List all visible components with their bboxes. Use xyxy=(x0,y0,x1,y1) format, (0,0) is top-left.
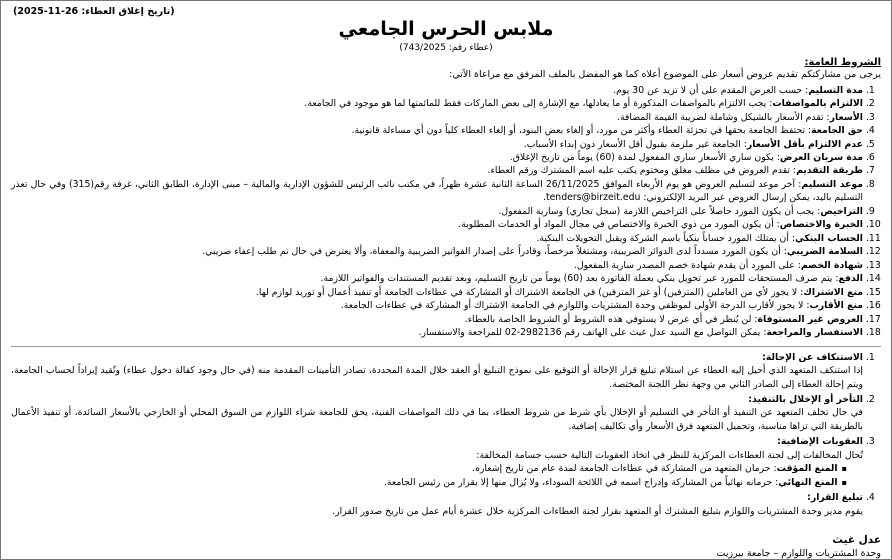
list-item xyxy=(11,138,863,151)
penalty-title: العقوبات الإضافية: xyxy=(777,436,863,448)
condition-text: : على المورد أن يقدم شهادة خصم المصدر سارية المفعول. xyxy=(573,259,801,271)
condition-text: : يمكن التواصل مع السيد عدل غيث على الهاتف رقم 2982136-02 للمراجعة والاستفسار. xyxy=(418,327,767,339)
condition-label: الدفع xyxy=(838,273,863,285)
list-item xyxy=(11,326,863,339)
penalty-body: يقوم مدير وحدة المشتريات واللوازم بتبليغ المشترك أو المتعهد بقرار لجنة العطاءات المركزية خلال عشرة أيام عمل من تاريخ صدور القرار. xyxy=(332,505,863,517)
subitem-text: : حرمان المتعهد من المشاركة في عطاءات الجامعة لمدة عام من تاريخ إشعاره. xyxy=(472,463,777,475)
list-item xyxy=(11,259,863,272)
condition-label: منع الاشتراك xyxy=(803,286,863,298)
list-item xyxy=(11,272,863,285)
list-item xyxy=(11,393,863,433)
condition-text: : يكون ساري الأسعار ساري المفعول لمدة (60) يوماً من تاريخ الإغلاق. xyxy=(509,152,780,163)
list-item xyxy=(11,476,847,489)
penalty-title: تبليغ القرار: xyxy=(807,492,863,504)
condition-label: عدم الالتزام بأقل الأسعار xyxy=(746,138,863,150)
subitem-label: المنع المؤقت xyxy=(776,463,838,475)
condition-label: السلامة الضريبي xyxy=(786,246,863,258)
penalties-list xyxy=(11,351,881,519)
condition-text: : أن يكون المورد من ذوي الخبرة والاختصاص في مجال المواد أو الخدمات المطلوبة. xyxy=(458,219,780,231)
condition-text: : يتم صرف المستحقات للمورد عبر تحويل بنكي بعملة الفاتورة بعد (60) يوماً من تاريخ التسليم، وبعد تقديم المستندات والفواتير اللازمة. xyxy=(320,273,839,285)
condition-label: الاستفسار والمراجعة xyxy=(766,327,863,339)
condition-label: الحساب البنكي xyxy=(795,232,863,244)
condition-label: مدة سريان العرض xyxy=(779,152,863,163)
condition-text: : تقدم الأسعار بالشيكل وشاملة لضريبة القيمة المضافة. xyxy=(616,111,830,123)
condition-text: : لن يُنظر في أي عرض لا يستوفي هذه الشروط أو الشروط الخاصة بالعطاء. xyxy=(464,313,758,325)
signature-unit: وحدة المشتريات واللوازم – جامعة بيرزيت xyxy=(716,548,881,560)
list-item xyxy=(11,124,863,137)
list-item xyxy=(11,111,863,124)
list-item xyxy=(11,84,863,97)
subitem-text: : حرمانه نهائياً من المشاركة وإدراج اسمه في اللائحة السوداء، ولا يُزال منها إلا بقرار من رئيس الجامعة. xyxy=(383,476,779,488)
condition-label: طريقة التقديم xyxy=(796,165,863,177)
condition-text: : لا يجوز لأقارب الدرجة الأولى لموظفي وحدة المشتريات واللوازم في الجامعة الاشتراك أو المشاركة في عطاءات الجامعة. xyxy=(340,300,810,312)
condition-text: : الجامعة غير ملزمة بقبول أقل الأسعار دون إبداء الأسباب. xyxy=(523,138,747,150)
penalty-title: التأخر أو الإخلال بالتنفيذ: xyxy=(748,393,863,405)
condition-label: العروض غير المستوفاة xyxy=(757,313,863,325)
subitem-label: المنع النهائي xyxy=(778,476,838,488)
condition-text: : أن يمتلك المورد حساباً بنكياً باسم الشركة ويقبل التحويلات البنكية. xyxy=(536,232,795,244)
condition-text: : حسب العرض المقدم على أن لا تزيد عن 30 يوم. xyxy=(613,84,809,96)
signature-name: عدل غيث xyxy=(832,534,881,547)
condition-text: : يجب الالتزام بالمواصفات المذكورة أو ما يعادلها، مع الإشارة إلى بعض الماركات فقط للمائمتها لما هو موجود في الجامعة. xyxy=(304,98,773,110)
list-item xyxy=(11,97,863,110)
list-item xyxy=(11,313,863,326)
list-item xyxy=(11,462,847,475)
page-title: ملابس الحرس الجامعي xyxy=(338,18,554,40)
condition-text: : أن يكون المورد مسدداً لدى الدوائر الضريبية، ومشتغلاً مرخصاً، وقادراً على إصدار الفواتير الضريبية والمعفاة، وألا يعترض في حال تم طلب إعفاء ضريبي. xyxy=(202,246,787,258)
penalty-body: تُحال المخالفات إلى لجنة العطاءات المركزية للنظر في اتخاذ العقوبات التالية حسب جسامة المخالفة: xyxy=(476,449,863,461)
condition-label: حق الجامعة xyxy=(811,125,863,137)
penalty-body: إذا استنكف المتعهد الذي أحيل إليه العطاء عن استلام تبليغ قرار الإحالة أو التوقيع على نموذج التبليغ أو العقد خلال المدة المحددة، تصادر التأمينات المقدمة منه (في حال وجود كفالة دخول عطاء) وتُقيد إيراداً لحساب الجامعة، ويتم إحالة العطاء إلى الصادر الثاني من وجهة نظر اللجنة المختصة. xyxy=(11,365,863,390)
conditions-intro: يرجى من مشاركتكم تقديم عروض أسعار على الموضوع أعلاه كما هو المفضل بالملف المرفق مع مراعاة الآتي: xyxy=(449,68,881,80)
condition-text: : لا يجوز لأي من العاملين (المترفين) أو غير المترفين) في الجامعة الاشتراك أو المشاركة في عطاءات الجامعة أو تنفيذ أعمال أو توريد لوازم لها. xyxy=(255,286,804,298)
list-item xyxy=(11,164,863,177)
penalty-subitems xyxy=(11,462,863,489)
section-divider xyxy=(11,346,881,347)
condition-text: : تحتفظ الجامعة بحقها في تجزئة العطاء وأكثر من مورد، أو إلغاء بعض البنود، أو إلغاء العطاء كلياً دون أي مساءلة قانونية. xyxy=(351,125,812,137)
list-item xyxy=(11,178,863,205)
condition-label: الالتزام بالمواصفات xyxy=(772,98,863,110)
list-item xyxy=(11,286,863,299)
penalty-title: الاستنكاف عن الإحالة: xyxy=(762,351,863,363)
condition-label: منع الأقارب xyxy=(809,300,863,312)
list-item xyxy=(11,205,863,218)
condition-text: : آخر موعد لتسليم العروض هو يوم الأربعاء الموافق 26/11/2025 الساعة الثانية عشرة ظهراً، في مكتب نائب الرئيس للشؤون الإدارية والمالية – مبنى الإدارة، الطابق الثاني، غرفة رقم(315) وفي حال تعذر التسليم باليد، يمكن إرسال العروض عبر البريد الإلكتروني: tenders@birzeit.edu. xyxy=(11,178,863,204)
list-item xyxy=(11,299,863,312)
tender-number: (عطاء رقم: 743/2025) xyxy=(399,42,493,53)
penalties-section xyxy=(11,351,881,519)
penalty-body: في حال تخلف المتعهد عن التنفيذ أو التأخر في التسليم أو الإخلال بأي شرط من شروط العطاء، بما في ذلك المواصفات الفنية، يحق للجامعة شراء اللوازم من السوق المحلي أو الخارجي بالأسعار السائدة، أو تنفيذ الأعمال بالطريقة التي تراها مناسبة، وتحميل المتعهد فرق الأسعار وأي تكاليف إضافية. xyxy=(11,407,863,432)
condition-text: : يجب أن يكون المورد حاصلاً على التراخيص اللازمة (سجل تجاري) وسارية المفعول. xyxy=(498,205,821,217)
condition-label: الأسعار xyxy=(829,111,863,123)
condition-text: : تقدم العروض في مظلف مغلق ومختوم يكتب عليه اسم المشترك ورقم العطاء. xyxy=(487,165,797,177)
list-item xyxy=(11,245,863,258)
closing-date-note: (تاريخ إغلاق العطاء: 26-11-2025) xyxy=(13,6,175,17)
conditions-list xyxy=(11,84,881,340)
list-item xyxy=(11,491,863,518)
condition-label: التراخيص xyxy=(820,205,863,217)
list-item xyxy=(11,232,863,245)
condition-label: مدة التسليم xyxy=(808,84,863,96)
list-item xyxy=(11,435,863,489)
condition-label: شهادة الخصم xyxy=(800,259,863,271)
condition-label: الخبرة والاختصاص xyxy=(779,219,863,231)
signature-block xyxy=(11,534,881,559)
list-item xyxy=(11,218,863,231)
list-item xyxy=(11,151,863,164)
list-item xyxy=(11,351,863,391)
condition-label: موعد التسليم xyxy=(801,178,863,190)
title-block xyxy=(11,19,881,53)
conditions-heading: الشروط العامة: xyxy=(804,56,881,68)
